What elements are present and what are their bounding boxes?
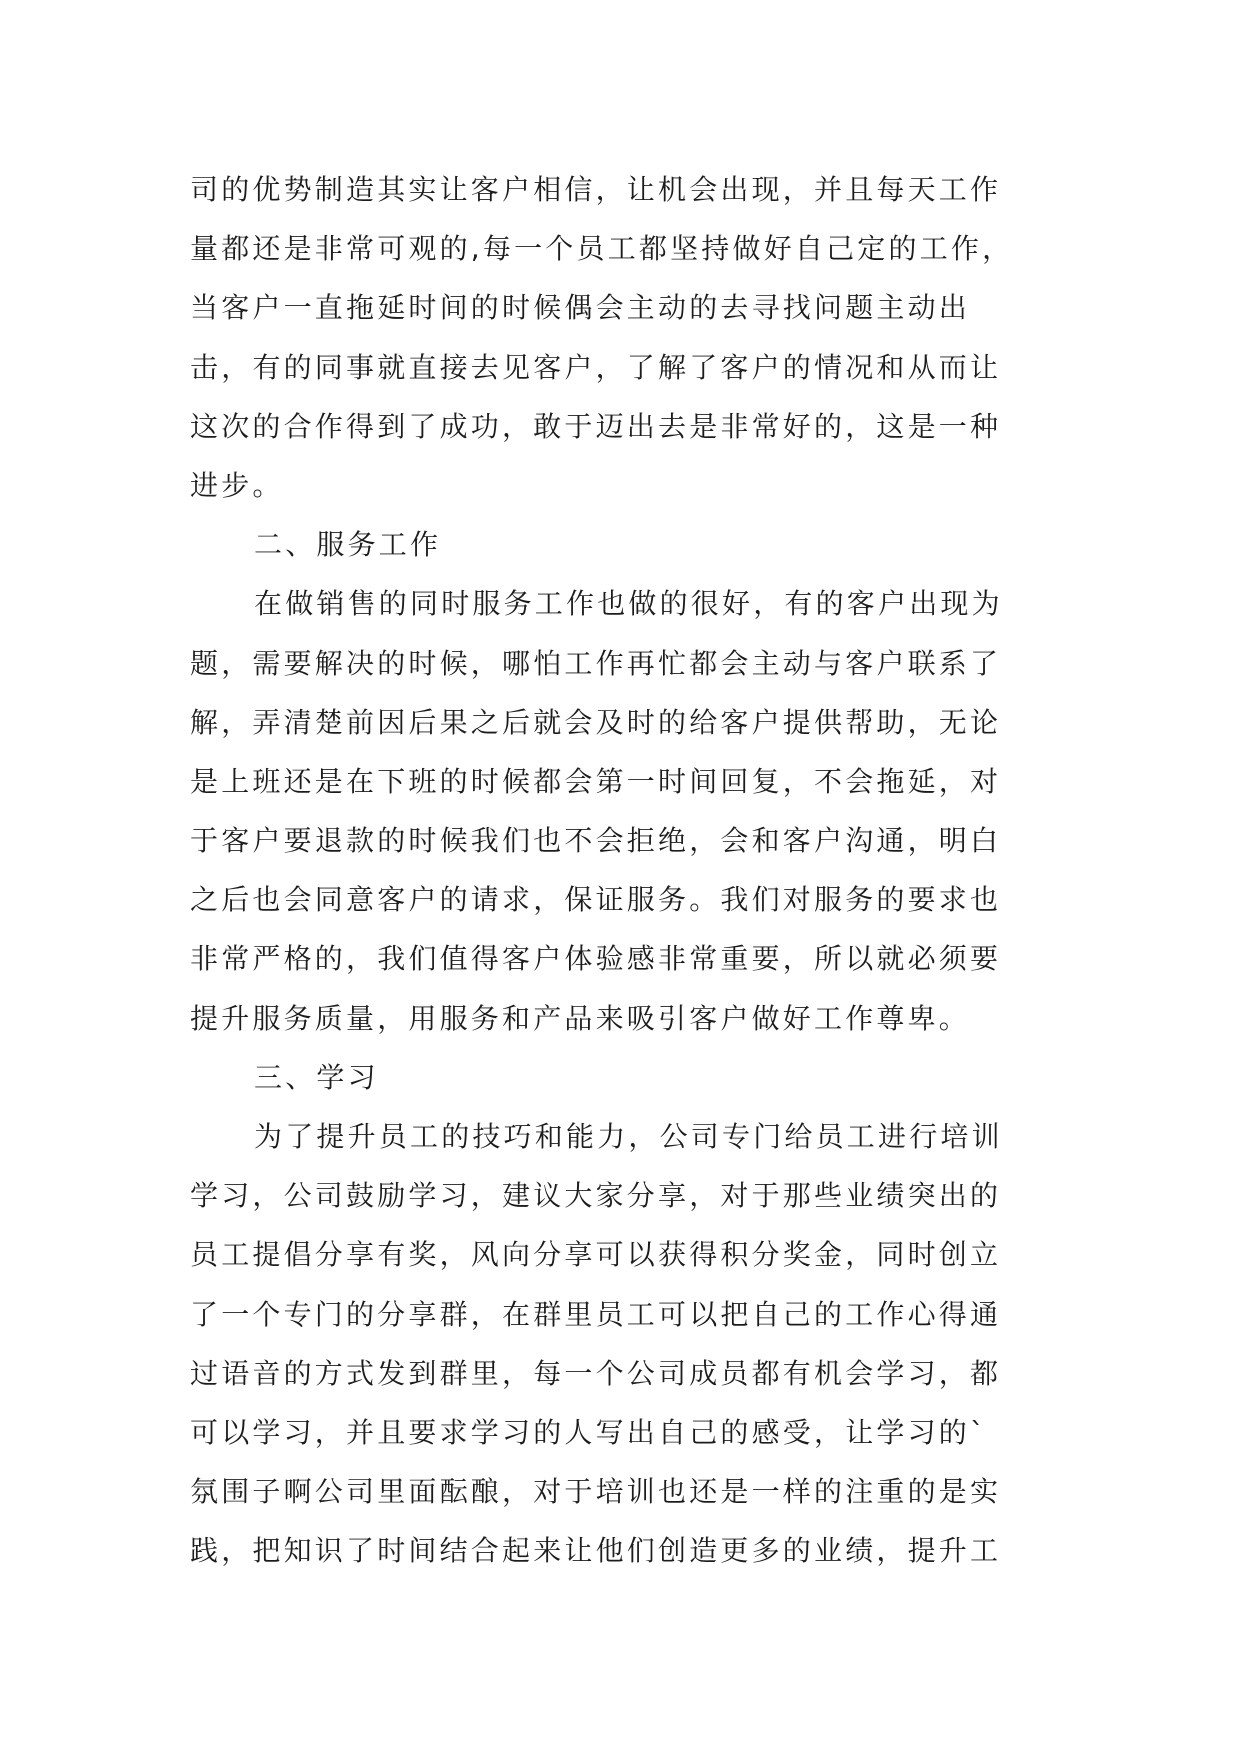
paragraph-line: 解，弄清楚前因后果之后就会及时的给客户提供帮助，无论 xyxy=(190,705,1002,739)
paragraph-line: 了一个专门的分享群，在群里员工可以把自己的工作心得通 xyxy=(190,1297,1002,1331)
paragraph-line: 践，把知识了时间结合起来让他们创造更多的业绩，提升工 xyxy=(190,1534,1002,1568)
paragraph-line: 这次的合作得到了成功，敢于迈出去是非常好的，这是一种 xyxy=(190,409,1002,443)
section-heading-study: 三、学习 xyxy=(254,1060,379,1094)
paragraph-line: 量都还是非常可观的,每一个员工都坚持做好自己定的工作， xyxy=(190,232,1014,266)
paragraph-line: 氛围子啊公司里面酝酿，对于培训也还是一样的注重的是实 xyxy=(190,1475,1002,1509)
paragraph-line: 员工提倡分享有奖，风向分享可以获得积分奖金，同时创立 xyxy=(190,1238,1002,1272)
paragraph-line: 之后也会同意客户的请求，保证服务。我们对服务的要求也 xyxy=(190,883,1002,917)
paragraph-line: 是上班还是在下班的时候都会第一时间回复，不会拖延，对 xyxy=(190,764,1002,798)
paragraph-line: 可以学习，并且要求学习的人写出自己的感受，让学习的` xyxy=(190,1415,988,1449)
paragraph-line: 当客户一直拖延时间的时候偶会主动的去寻找问题主动出 xyxy=(190,291,971,325)
paragraph-line: 进步。 xyxy=(190,468,284,502)
paragraph-line: 非常严格的，我们值得客户体验感非常重要，所以就必须要 xyxy=(190,942,1002,976)
paragraph-line: 提升服务质量，用服务和产品来吸引客户做好工作尊卑。 xyxy=(190,1001,971,1035)
paragraph-line: 击，有的同事就直接去见客户，了解了客户的情况和从而让 xyxy=(190,350,1002,384)
paragraph-line: 题，需要解决的时候，哪怕工作再忙都会主动与客户联系了 xyxy=(190,646,1002,680)
section-heading-service: 二、服务工作 xyxy=(254,528,442,562)
document-body xyxy=(190,160,1070,1581)
paragraph-line: 在做销售的同时服务工作也做的很好，有的客户出现为 xyxy=(254,587,1003,621)
paragraph-line: 司的优势制造其实让客户相信，让机会出现，并且每天工作 xyxy=(190,173,1002,206)
paragraph-line: 于客户要退款的时候我们也不会拒绝，会和客户沟通，明白 xyxy=(190,824,1002,858)
paragraph-line: 为了提升员工的技巧和能力，公司专门给员工进行培训 xyxy=(254,1120,1003,1153)
paragraph-line: 学习，公司鼓励学习，建议大家分享，对于那些业绩突出的 xyxy=(190,1179,1002,1213)
paragraph-line: 过语音的方式发到群里，每一个公司成员都有机会学习，都 xyxy=(190,1356,1002,1390)
